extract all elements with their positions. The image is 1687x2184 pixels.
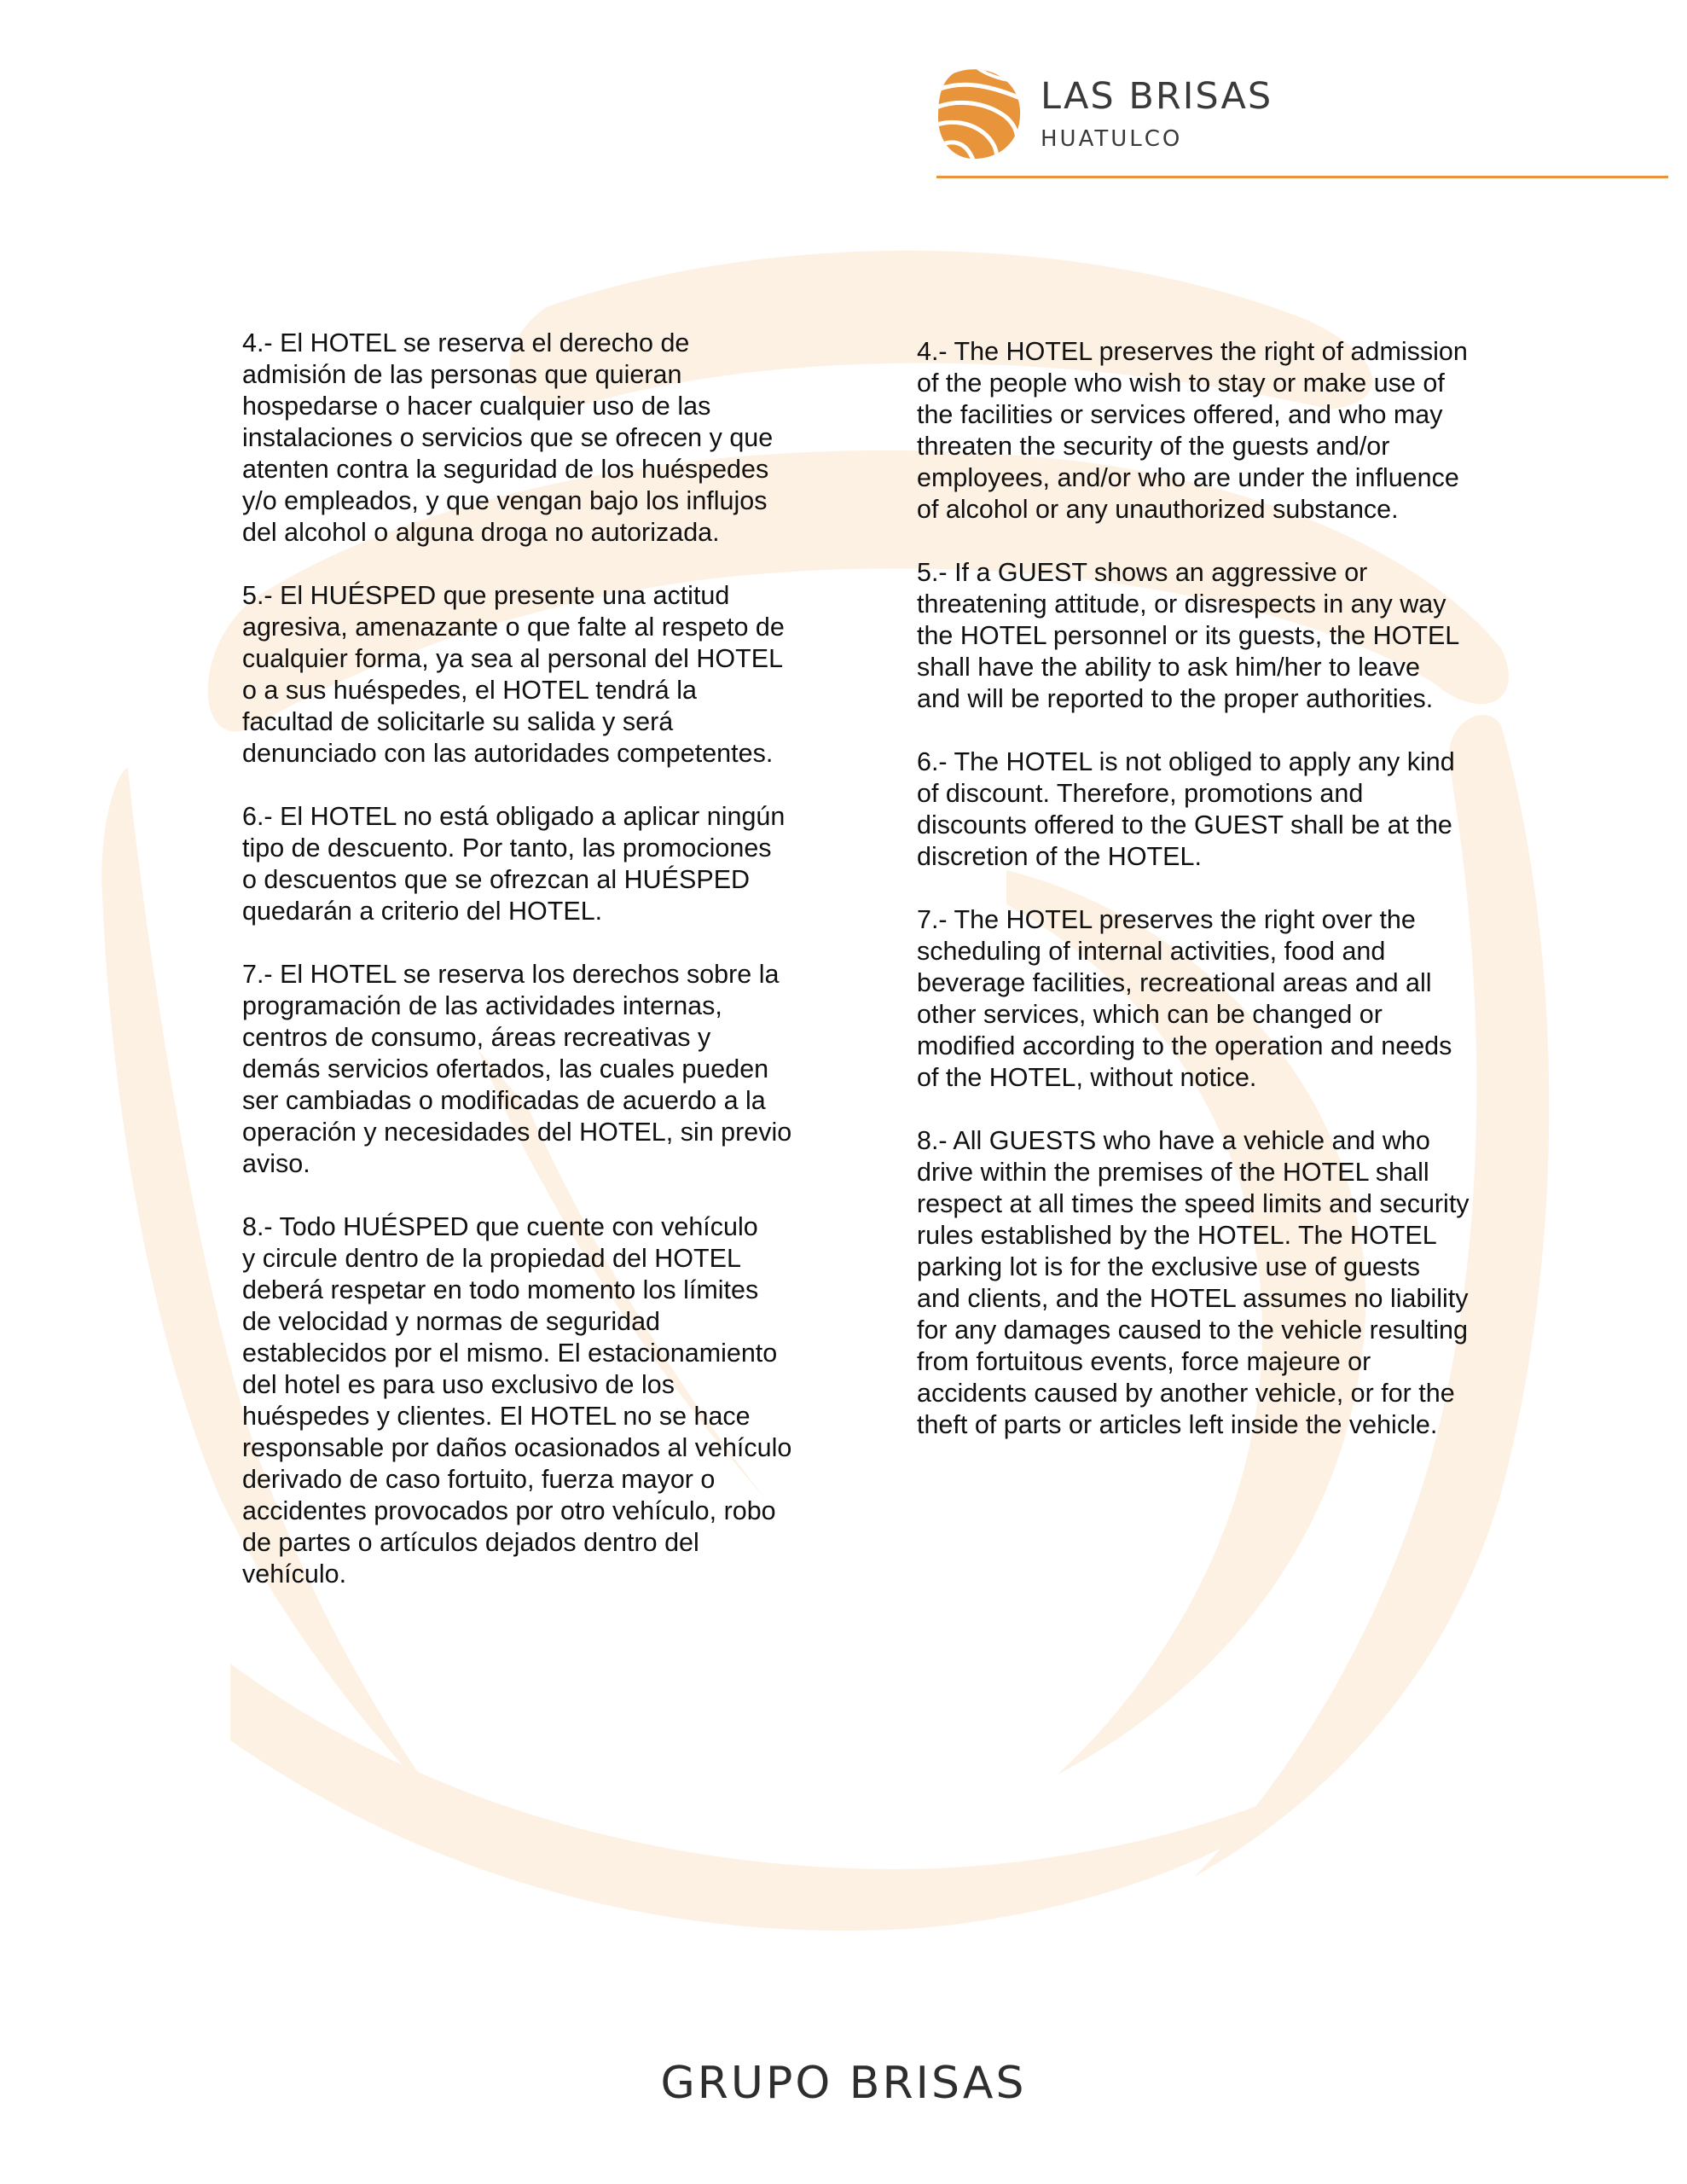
brand-location: HUATULCO [1041,126,1183,152]
clause-en-4: 4.- The HOTEL preserves the right of admission of the people who wish to stay or make use of the facilities or services offered, and who may threaten the security of the guests and/or employees, and/or who are under the influence of alcohol or any unauthorized substance. [917,337,1468,524]
clause-en-7: 7.- The HOTEL preserves the right over the scheduling of internal activities, food and beverage facilities, recreational areas and all other services, which can be changed or modified according to the operation and needs of the HOTEL, without notice. [917,905,1452,1092]
brand-name: LAS BRISAS [1041,75,1273,118]
clause-en-8: 8.- All GUESTS who have a vehicle and who drive within the premises of the HOTEL shall respect at all times the speed limits and security rules established by the HOTEL. The HOTEL parking lot is for the exclusive use of guests and clients, and the HOTEL assumes no liability for any damages caused to the vehicle resulting from fortuitous events, force majeure or accidents caused by another vehicle, or for the theft of parts or articles left inside the vehicle. [917,1126,1470,1439]
spanish-column [242,328,856,1622]
clause-en-5: 5.- If a GUEST shows an aggressive or threatening attitude, or disrespects in any way the HOTEL personnel or its guests, the HOTEL shall have the ability to ask him/her to leave and will be reported to the proper authorities. [917,558,1460,713]
brand-wave-icon [936,67,1022,160]
clause-es-7: 7.- El HOTEL se reserva los derechos sobre la programación de las actividades internas, centros de consumo, áreas recreativas y demás servicios ofertados, las cuales pueden ser cambiadas o modificadas de acuerdo a la operación y necesidades del HOTEL, sin previo aviso. [242,960,792,1178]
las-brisas-logo [936,67,1670,186]
english-column [917,336,1531,1472]
clause-es-6: 6.- El HOTEL no está obligado a aplicar ningún tipo de descuento. Por tanto, las promociones o descuentos que se ofrezcan al HUÉSPED quedarán a criterio del HOTEL. [242,802,786,926]
clause-es-8: 8.- Todo HUÉSPED que cuente con vehículo y circule dentro de la propiedad del HOTEL deberá respetar en todo momento los límites de velocidad y normas de seguridad establecidos por el mismo. El estacionamiento del hotel es para uso exclusivo de los huéspedes y clientes. El HOTEL no se hace responsable por daños ocasionados al vehículo derivado de caso fortuito, fuerza mayor o accidentes provocados por otro vehículo, robo de partes o artículos dejados dentro del vehículo. [242,1212,792,1589]
clause-es-4: 4.- El HOTEL se reserva el derecho de admisión de las personas que quieran hospedarse o hacer cualquier uso de las instalaciones o servicios que se ofrecen y que atenten contra la seguridad de los huéspedes y/o empleados, y que vengan bajo los influjos del alcohol o alguna droga no autorizada. [242,328,774,547]
clause-en-6: 6.- The HOTEL is not obliged to apply any kind of discount. Therefore, promotions and discounts offered to the GUEST shall be at the discretion of the HOTEL. [917,747,1455,871]
clause-es-5: 5.- El HUÉSPED que presente una actitud agresiva, amenazante o que falte al respeto de cualquier forma, ya sea al personal del HOTEL o a sus huéspedes, el HOTEL tendrá la facultad de solicitarle su salida y será denunciado con las autoridades competentes. [242,581,785,768]
footer-group-logo: GRUPO BRISAS [660,2058,1027,2109]
header-divider [936,176,1668,178]
